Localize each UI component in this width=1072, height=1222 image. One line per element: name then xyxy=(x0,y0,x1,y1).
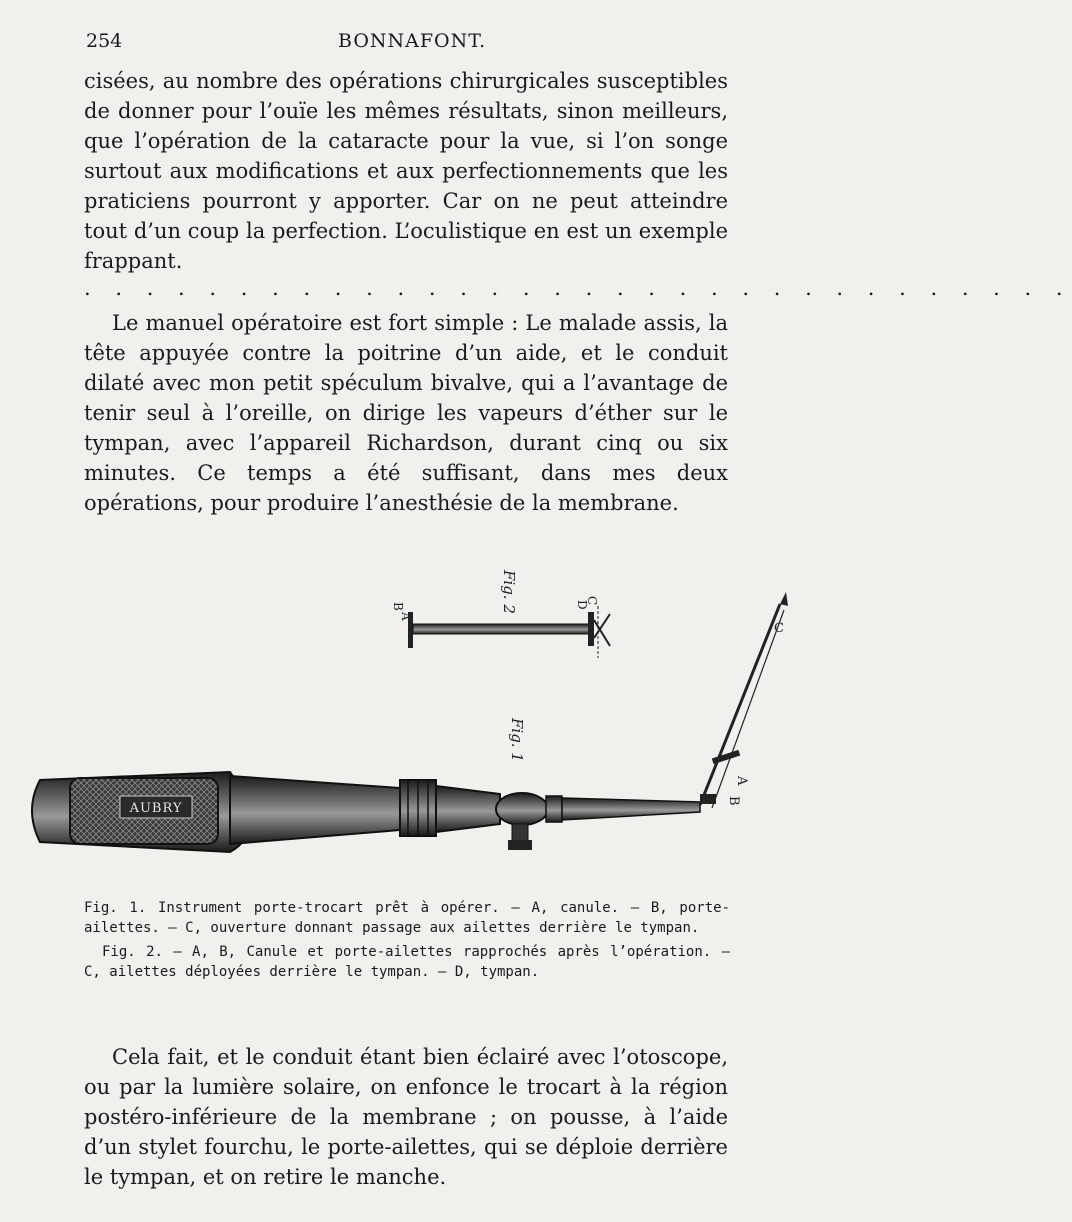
paragraph-3: Cela fait, et le conduit étant bien éclairé avec l’otoscope, ou par la lumière solaire, on enfonce le trocart à la région postéro-inférieure de la membrane ; on pousse, à l’aide d’un stylet fourchu, le porte-ailettes, qui se déploie derrière le tympan, et on retire le manche. xyxy=(84,1045,728,1189)
paragraph-2: Le manuel opératoire est fort simple : Le malade assis, la tête appuyée contre la poitrine d’un aide, et le conduit dilaté avec mon petit spéculum bivalve, qui a l’avantage de tenir seul à l’oreille, on dirige les vapeurs d’éther sur le tympan, avec l’appareil Richardson, durant cinq ou six minutes. Ce temps a été suffisant, dans mes deux opérations, pour produire l’anesthésie de la membrane. xyxy=(84,311,728,515)
fig2-title: Fig. 2 xyxy=(500,570,518,614)
running-header xyxy=(86,30,740,60)
fig1-label-a: A xyxy=(734,776,749,786)
fig1-title: Fig. 1 xyxy=(508,718,526,762)
handle-engraving: AUBRY xyxy=(129,801,183,816)
fig2-label-a: A xyxy=(399,612,413,621)
fig1-label-b: B xyxy=(726,796,741,806)
paragraph-1: cisées, au nombre des opérations chirurgicales susceptibles de donner pour l’ouïe les mêmes résultats, sinon meilleurs, que l’opération de la cataracte pour la vue, si l’on songe surtout aux modifications et aux perfectionnements que les praticiens pourront y apporter. Car on ne peut atteindre tout d’un coup la perfection. L’oculistique en est un exemple frappant. xyxy=(84,69,728,273)
fig1-label-c: C xyxy=(774,621,784,636)
fig2-label-c: C xyxy=(585,596,599,606)
paragraph-continued xyxy=(84,66,728,276)
paragraph-block-3 xyxy=(84,1042,728,1192)
caption-fig1: Fig. 1. Instrument porte-trocart prêt à opérer. — A, canule. — B, porte-ailettes. — C, ouverture donnant passage aux ailettes derrière le tympan. xyxy=(84,900,730,936)
fig2-label-d: D xyxy=(575,600,589,610)
instrument-illustration xyxy=(0,540,800,900)
fig2-label-b: B xyxy=(391,602,405,611)
caption-fig2: Fig. 2. — A, B, Canule et porte-ailettes rapprochés après l’opération. — C, ailettes déployées derrière le tympan. — D, tympan. xyxy=(84,944,730,980)
ellipsis-line: . . . . . . . . . . . . . . . . . . . . . . . . . . . . . . . . xyxy=(84,276,1072,300)
running-title: BONNAFONT. xyxy=(338,30,487,52)
figure-captions xyxy=(84,898,730,982)
instrument-figure xyxy=(0,540,800,900)
paragraph-block-2 xyxy=(84,308,728,518)
page-number: 254 xyxy=(86,30,123,52)
